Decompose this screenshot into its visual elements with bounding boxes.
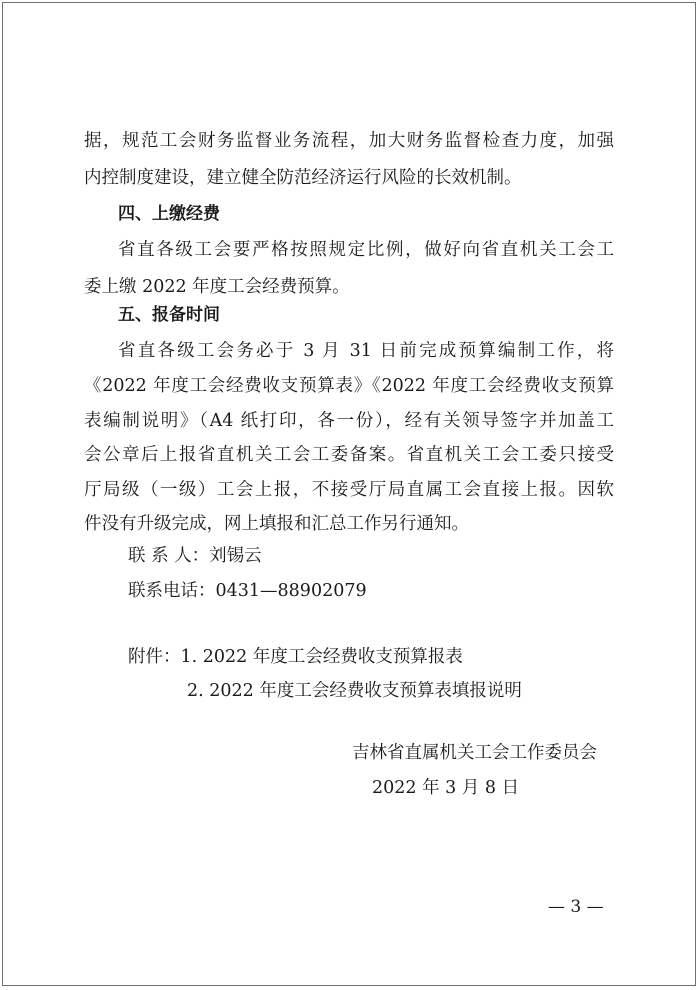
contact-person: 联 系 人：刘锡云 — [128, 546, 262, 566]
paragraph-line: 省直各级工会务必于 3 月 31 日前完成预算编制工作，将 — [118, 341, 614, 361]
section-heading: 五、报备时间 — [118, 305, 220, 325]
page-number: — 3 — — [548, 897, 604, 917]
paragraph-line: 会公章后上报省直机关工会工委备案。省直机关工会工委只接受 — [84, 445, 614, 465]
attachment-item: 附件：1. 2022 年度工会经费收支预算报表 — [128, 647, 463, 667]
paragraph-line: 委上缴 2022 年度工会经费预算。 — [84, 277, 350, 297]
paragraph-line: 据，规范工会财务监督业务流程，加大财务监督检查力度，加强 — [84, 131, 614, 151]
section-heading: 四、上缴经费 — [118, 204, 220, 224]
paragraph-line: 厅局级（一级）工会上报，不接受厅局直属工会直接上报。因软 — [84, 480, 614, 500]
paragraph-line: 件没有升级完成，网上填报和汇总工作另行通知。 — [84, 514, 469, 534]
paragraph-line: 内控制度建设，建立健全防范经济运行风险的长效机制。 — [84, 168, 522, 188]
attachment-item: 2. 2022 年度工会经费收支预算表填报说明 — [187, 681, 522, 701]
paragraph-line: 表编制说明》（A4 纸打印，各一份），经有关领导签字并加盖工 — [84, 411, 614, 431]
paragraph-line: 《2022 年度工会经费收支预算表》《2022 年度工会经费收支预算 — [84, 376, 614, 396]
signature-date: 2022 年 3 月 8 日 — [372, 778, 520, 798]
contact-phone: 联系电话：0431—88902079 — [128, 581, 367, 601]
signature-org: 吉林省直属机关工会工作委员会 — [352, 743, 597, 763]
paragraph-line: 省直各级工会要严格按照规定比例，做好向省直机关工会工 — [118, 240, 614, 260]
